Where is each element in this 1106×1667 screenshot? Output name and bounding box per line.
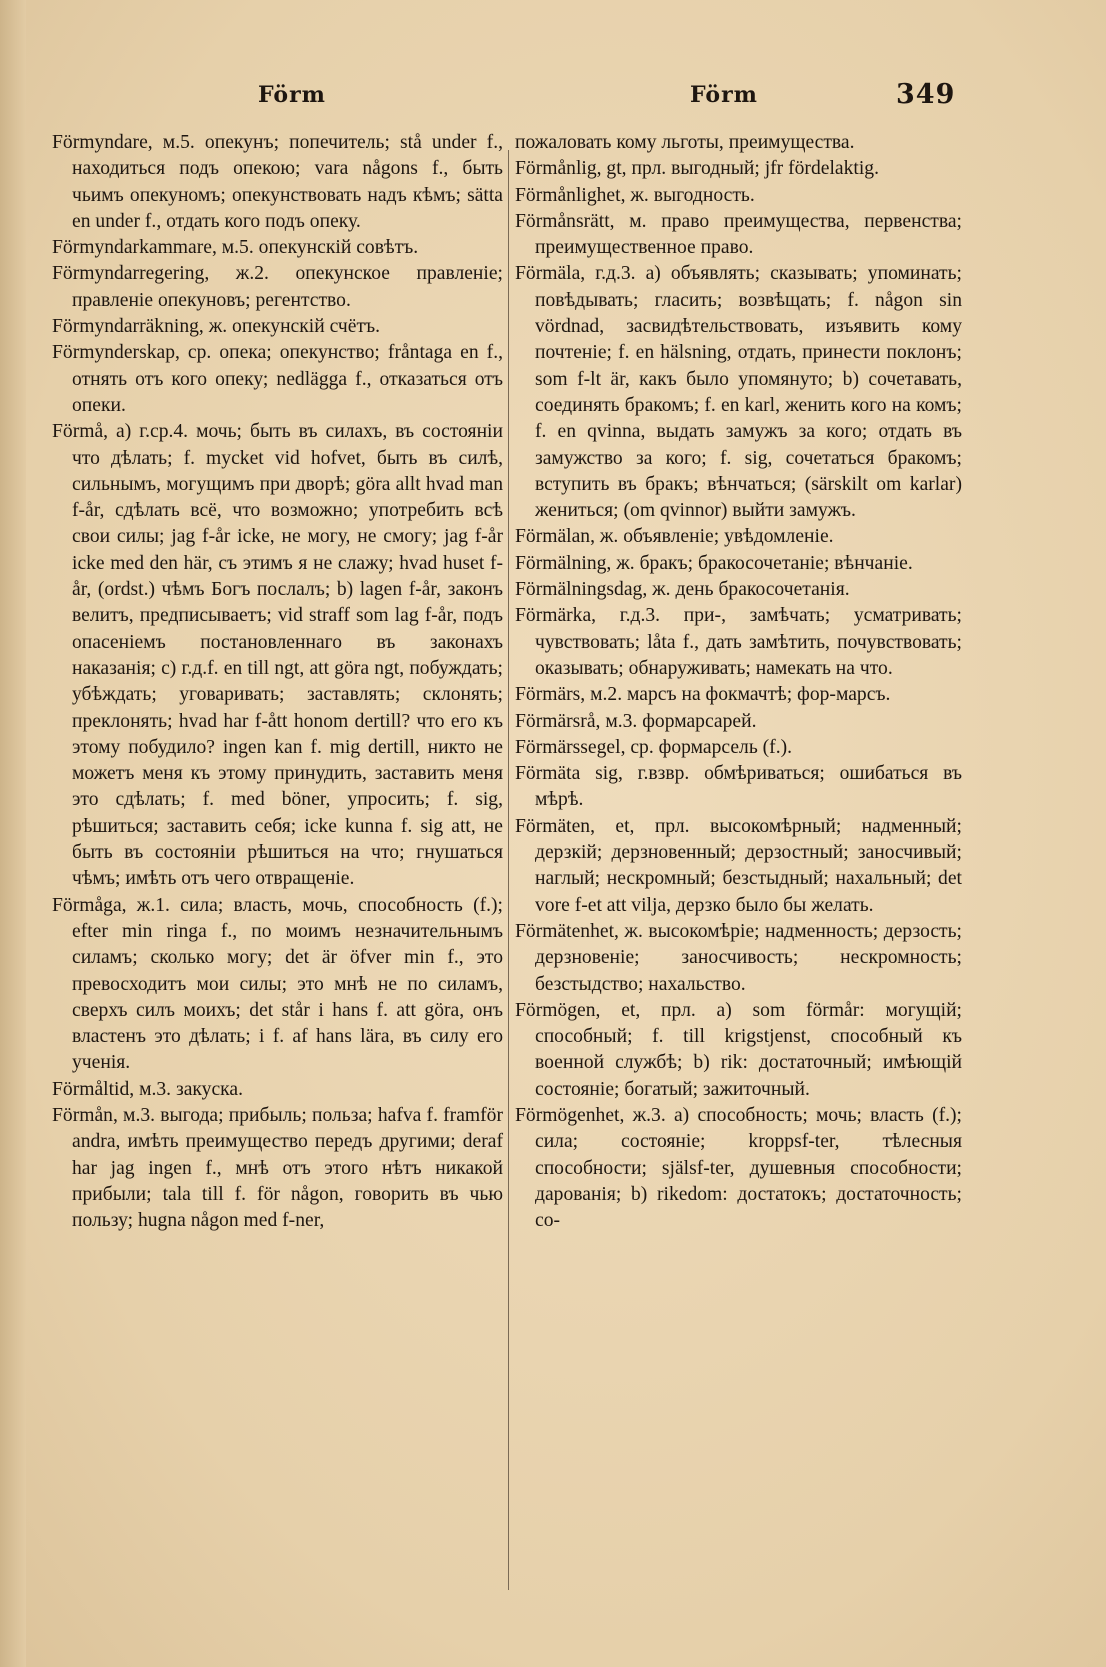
running-head-right: Förm [690, 82, 758, 108]
entry: Förmynderskap, ср. опека; опекунство; fråntaga en f., отнять отъ кого опеку; nedlägga f., отказаться отъ опеки. [52, 342, 503, 416]
entry: Förmyndare, м.5. опекунъ; попечитель; stå under f., находиться подъ опекою; vara någons f., быть чьимъ опекуномъ; опекунствовать надъ кѣмъ; sätta en under f., отдать кого подъ опеку. [52, 132, 503, 232]
entry: Förmärs, м.2. марсъ на фокмачтѣ; фор-марсъ. [515, 684, 891, 706]
running-head-left: Förm [258, 82, 326, 108]
entry: Förmögenhet, ж.3. a) способность; мочь; власть (f.); сила; состояніе; kroppsf-ter, тѣлесныя способности; själsf-ter, душевныя способности; дарованія; b) rikedom: достатокъ; достаточность; со- [515, 1104, 962, 1232]
entry: Förmyndarräkning, ж. опекунскій счётъ. [52, 316, 381, 338]
entry: Förmälan, ж. объявленіе; увѣдомленіе. [515, 526, 834, 548]
entry: Förmälningsdag, ж. день бракосочетанія. [515, 579, 850, 601]
entry: Förmån, м.3. выгода; прибыль; польза; hafva f. framför andra, имѣть преимущество передъ другими; deraf har jag ingen f., мнѣ отъ этого нѣтъ никакой прибыли; tala till f. för någon, говорить въ чью пользу; hugna någon med f-ner, [52, 1104, 503, 1232]
entry: Förmätenhet, ж. высокомѣріе; надменность; дерзость; дерзновеніе; заносчивость; нескромность; безстыдство; нахальство. [515, 920, 962, 995]
entry: Förmäla, г.д.3. a) объявлять; сказывать; упоминать; повѣдывать; гласить; возвѣщать; f. någon sin vördnad, засвидѣтельствовать, изъявить кому почтеніе; f. en hälsning, отдать, принести поклонъ; som f-lt är, какъ было упомянуто; b) сочетавать, соединять бракомъ; f. en karl, женить кого на комъ; f. en qvinna, выдать замужъ за кого; отдать въ замужство за кого; f. sig, сочетаться бракомъ; вступить въ бракъ; вѣнчаться; (särskilt om karlar) жениться; (om qvinnor) выйти замужъ. [515, 263, 962, 522]
entry: Förmäten, et, прл. высокомѣрный; надменный; дерзкій; дерзновенный; дерзостный; заносчивый; наглый; нескромный; безстыдный; нахальный; det vore f-et att vilja, дерзко было бы желать. [515, 815, 962, 916]
entry: Förmögen, et, прл. a) som förmår: могущій; способный; f. till krigstjenst, способный къ военной службѣ; b) rik: достаточный; имѣющій состояніе; богатый; зажиточный. [515, 999, 962, 1100]
entry: Förmånlig, gt, прл. выгодный; jfr fördelaktig. [515, 158, 879, 180]
entry: Förmyndarregering, ж.2. опекунское правленіе; правленіе опекуновъ; регентство. [52, 263, 503, 311]
entry: Förmärka, г.д.3. при-, замѣчать; усматривать; чувствовать; låta f., дать замѣтить, почувствовать; оказывать; обнаруживать; намекать на что. [515, 605, 962, 679]
left-column [52, 130, 503, 1234]
column-rule [508, 150, 509, 1590]
entry: Förmånlighet, ж. выгодность. [515, 184, 755, 206]
entry: Förmärssegel, ср. формарсель (f.). [515, 736, 793, 758]
entry: Förmärsrå, м.3. формарсарей. [515, 710, 757, 732]
entry: Förmåga, ж.1. сила; власть, мочь, способность (f.); efter min ringa f., по моимъ незначительнымъ силамъ; сколько могу; det är öfver min f., это превосходитъ мои силы; это мнѣ не по силамъ, сверхъ силъ моихъ; det står i hans f. att göra, онъ властенъ это дѣлать; i f. af hans lära, въ силу его ученія. [52, 894, 503, 1074]
entry: Förmånsrätt, м. право преимущества, первенства; преимущественное право. [515, 210, 962, 259]
right-column [515, 130, 962, 1234]
binding-gutter [0, 0, 26, 1667]
entry: Förmäta sig, г.взвр. обмѣриваться; ошибаться въ мѣрѣ. [515, 763, 962, 811]
entry: Förmå, a) г.ср.4. мочь; быть въ силахъ, въ состояніи что дѣлать; f. mycket vid hofvet, быть въ силѣ, сильнымъ, могущимъ при дворѣ; göra allt hvad man f-år, сдѣлать всё, что возможно; употребить всѣ свои силы; jag f-år icke, не могу, не смогу; jag f-år icke med den här, съ этимъ я не слажу; hvad huset f-år, (ordst.) чѣмъ Богъ послалъ; b) lagen f-år, законъ велитъ, предписываетъ; vid straff som lag f-år, подъ опасеніемъ постановленнаго въ законахъ наказанія; c) г.д.f. en till ngt, att göra ngt, побуждать; убѣждать; уговаривать; заставлять; склонять; преклонять; hvad har f-ått honom dertill? что его къ этому побудило? ingen kan f. mig dertill, никто не можетъ меня къ этому принудить, заставить меня это сдѣлать; f. med böner, упросить; f. sig, рѣшиться; заставить себя; icke kunna f. sig att, не быть въ состояніи рѣшиться на что; гнушаться чѣмъ; имѣть отъ чего отвращеніе. [52, 421, 503, 890]
entry: Förmälning, ж. бракъ; бракосочетаніе; вѣнчаніе. [515, 552, 913, 574]
entry: Förmyndarkammare, м.5. опекунскій совѣтъ. [52, 237, 419, 259]
entry-continuation: пожаловать кому льготы, преимущества. [515, 132, 855, 153]
page-number: 349 [896, 79, 956, 110]
entry: Förmåltid, м.3. закуска. [52, 1078, 243, 1100]
